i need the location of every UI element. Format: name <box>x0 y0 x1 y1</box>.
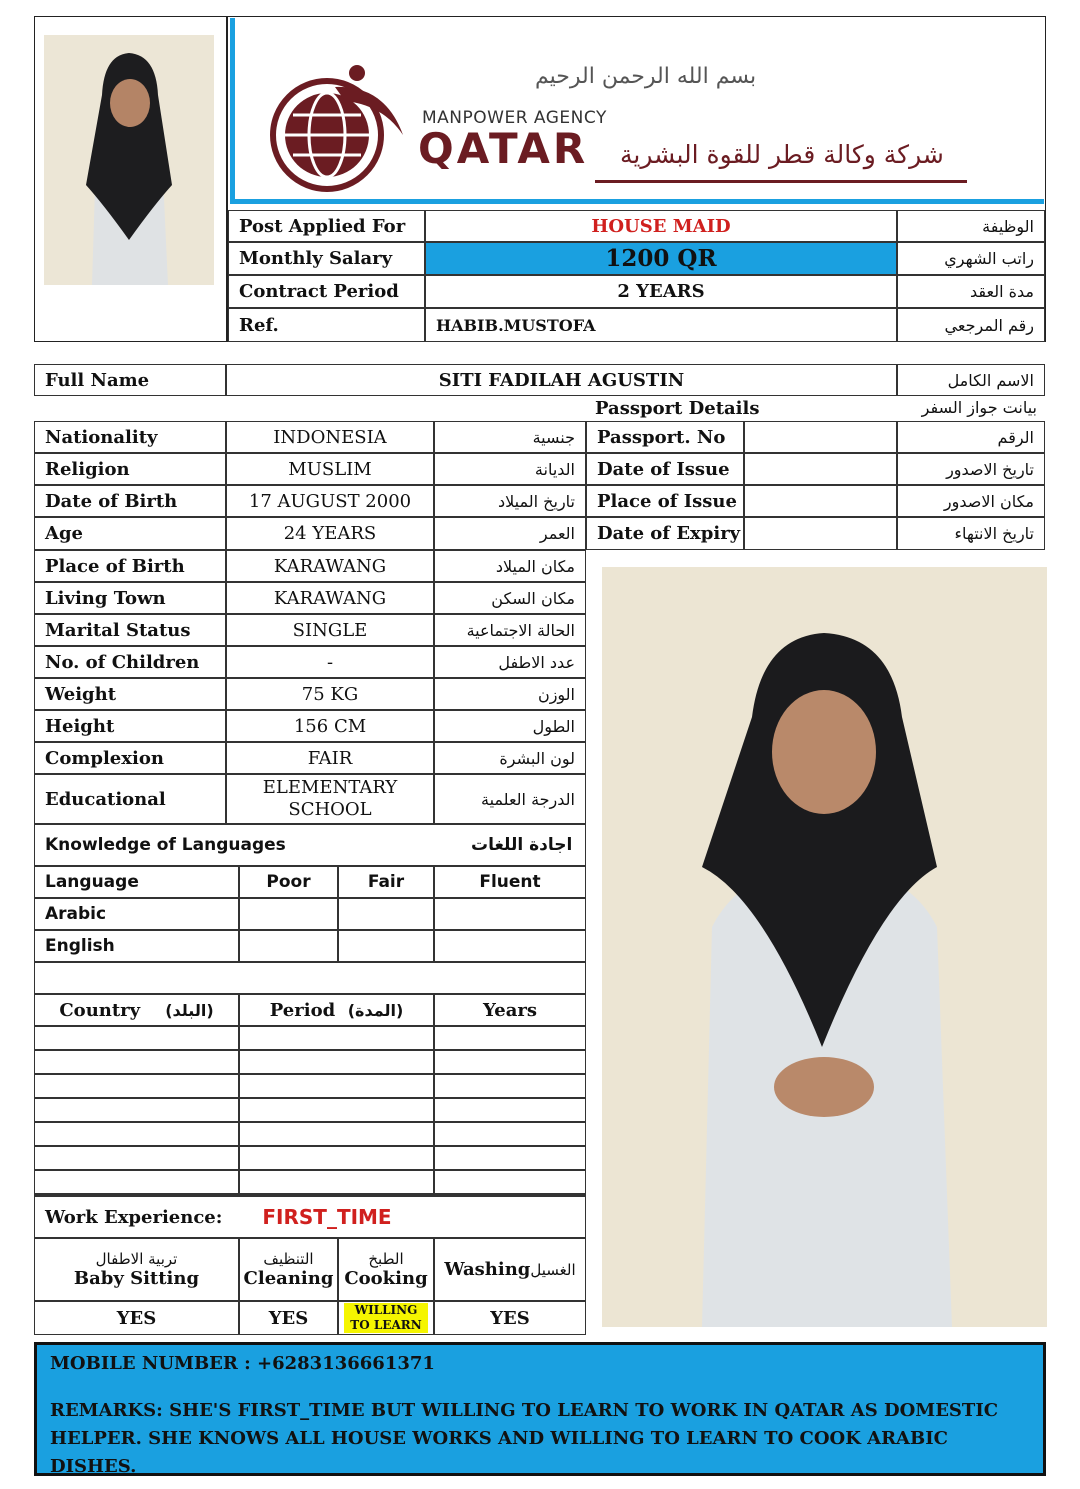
basmala: بسم الله الرحمن الرحيم <box>535 64 757 89</box>
salary-label: Monthly Salary <box>228 242 425 275</box>
passport-label: Date of Issue <box>586 453 744 485</box>
header-underline <box>595 180 967 183</box>
work-experience-value: FIRST_TIME <box>262 1205 392 1229</box>
exp-header-country <box>34 994 239 1026</box>
post-label: Post Applied For <box>228 210 425 242</box>
fullname-ar: الاسم الكامل <box>897 364 1045 396</box>
agency-small: MANPOWER AGENCY <box>422 108 607 128</box>
skill-baby-sitting-en: Baby Sitting <box>73 1268 200 1289</box>
passport-ar: تاريخ الاصدور <box>897 453 1045 485</box>
lang-english-poor <box>239 930 338 962</box>
skill-baby-sitting-ar: تربية الاطفال <box>95 1250 178 1268</box>
education-line1: ELEMENTARY <box>262 777 398 798</box>
passport-title-ar: بيانت جواز السفر <box>921 398 1037 417</box>
agency-arabic: شركة وكالة قطر للقوة البشرية <box>620 140 944 169</box>
personal-label: Living Town <box>34 582 226 614</box>
exp-period-cell <box>239 1050 434 1074</box>
personal-value: KARAWANG <box>226 582 434 614</box>
fullname-value: SITI FADILAH AGUSTIN <box>226 364 897 396</box>
personal-ar: الوزن <box>434 678 586 710</box>
languages-title-row <box>34 824 586 866</box>
post-value: HOUSE MAID <box>425 210 897 242</box>
skill-cooking-value <box>338 1301 434 1335</box>
lang-english-fluent <box>434 930 586 962</box>
personal-ar: مكان الميلاد <box>434 550 586 582</box>
skill-washing-ar: الغسيل <box>530 1260 576 1279</box>
passport-value <box>744 421 897 453</box>
small-photo-figure <box>44 35 214 285</box>
passport-label: Place of Issue <box>586 485 744 517</box>
exp-years-cell <box>434 1050 586 1074</box>
exp-header-years: Years <box>434 994 586 1026</box>
exp-period-cell <box>239 1098 434 1122</box>
personal-value: INDONESIA <box>226 421 434 453</box>
lang-arabic-fluent <box>434 898 586 930</box>
personal-label: Height <box>34 710 226 742</box>
lang-arabic-fair <box>338 898 434 930</box>
work-experience-row <box>34 1196 586 1238</box>
exp-country-cell <box>34 1146 239 1170</box>
exp-country-cell <box>34 1098 239 1122</box>
personal-label: Place of Birth <box>34 550 226 582</box>
passport-title: Passport Details <box>595 398 760 419</box>
personal-label: Age <box>34 517 226 550</box>
personal-value: 24 YEARS <box>226 517 434 550</box>
personal-ar: جنسية <box>434 421 586 453</box>
work-experience-label: Work Experience: <box>45 1206 223 1228</box>
contract-ar: مدة العقد <box>897 275 1045 308</box>
lang-row-english: English <box>34 930 239 962</box>
personal-value: MUSLIM <box>226 453 434 485</box>
skill-cleaning-ar: التنظيف <box>263 1250 314 1268</box>
personal-ar: تاريخ الميلاد <box>434 485 586 517</box>
cooking-value-badge: WILLING TO LEARN <box>344 1303 428 1333</box>
skill-cleaning <box>239 1238 338 1301</box>
skill-washing-en: Washing <box>444 1259 531 1280</box>
exp-header-period <box>239 994 434 1026</box>
lang-english-fair <box>338 930 434 962</box>
personal-label: Date of Birth <box>34 485 226 517</box>
passport-value <box>744 517 897 550</box>
post-ar: الوظيفة <box>897 210 1045 242</box>
contract-label: Contract Period <box>228 275 425 308</box>
exp-years-cell <box>434 1122 586 1146</box>
spacer-row <box>34 962 586 994</box>
exp-country-cell <box>34 1170 239 1194</box>
personal-ar: الديانة <box>434 453 586 485</box>
personal-label: Weight <box>34 678 226 710</box>
logo-globe <box>265 65 405 195</box>
passport-ar: تاريخ الانتهاء <box>897 517 1045 550</box>
passport-value <box>744 485 897 517</box>
personal-value: 75 KG <box>226 678 434 710</box>
personal-ar: الحالة الاجتماعية <box>434 614 586 646</box>
large-photo-figure <box>602 567 1047 1327</box>
personal-value: 17 AUGUST 2000 <box>226 485 434 517</box>
passport-label: Passport. No <box>586 421 744 453</box>
skill-washing <box>434 1238 586 1301</box>
personal-ar: عدد الاطفل <box>434 646 586 678</box>
small-photo <box>44 35 214 285</box>
exp-country-ar: (البلد) <box>165 1000 214 1020</box>
lang-header-language: Language <box>34 866 239 898</box>
lang-header-fluent: Fluent <box>434 866 586 898</box>
education-line2: SCHOOL <box>288 799 372 820</box>
remarks: REMARKS: SHE'S FIRST_TIME BUT WILLING TO LEARN TO WORK IN QATAR AS DOMESTIC HELPER. SHE KNOWS ALL HOUSE WORKS AND WILLING TO LEARN TO COOK ARABIC DISHES. <box>50 1400 999 1477</box>
personal-ar: الطول <box>434 710 586 742</box>
skill-baby-sitting <box>34 1238 239 1301</box>
ref-label: Ref. <box>228 308 425 342</box>
lang-arabic-poor <box>239 898 338 930</box>
skill-cleaning-en: Cleaning <box>243 1268 334 1289</box>
exp-years-cell <box>434 1098 586 1122</box>
personal-value: FAIR <box>226 742 434 774</box>
exp-country-cell <box>34 1050 239 1074</box>
skill-cooking <box>338 1238 434 1301</box>
education-value <box>226 774 434 824</box>
exp-country-cell <box>34 1026 239 1050</box>
personal-value: SINGLE <box>226 614 434 646</box>
exp-period-cell <box>239 1146 434 1170</box>
skill-washing-value: YES <box>434 1301 586 1335</box>
education-label: Educational <box>34 774 226 824</box>
ref-ar: رقم المرجعي <box>897 308 1045 342</box>
personal-ar: لون البشرة <box>434 742 586 774</box>
personal-ar: العمر <box>434 517 586 550</box>
agency-big: QATAR <box>418 124 589 173</box>
exp-period-cell <box>239 1074 434 1098</box>
exp-country-cell <box>34 1122 239 1146</box>
exp-country-cell <box>34 1074 239 1098</box>
passport-ar: مكان الاصدور <box>897 485 1045 517</box>
lang-row-arabic: Arabic <box>34 898 239 930</box>
personal-label: Marital Status <box>34 614 226 646</box>
ref-value: HABIB.MUSTOFA <box>425 308 897 342</box>
personal-label: Complexion <box>34 742 226 774</box>
passport-ar: الرقم <box>897 421 1045 453</box>
salary-ar: راتب الشهري <box>897 242 1045 275</box>
personal-value: - <box>226 646 434 678</box>
skill-cooking-ar: الطبخ <box>368 1250 404 1268</box>
lang-header-poor: Poor <box>239 866 338 898</box>
personal-label: Religion <box>34 453 226 485</box>
contract-value: 2 YEARS <box>425 275 897 308</box>
lang-header-fair: Fair <box>338 866 434 898</box>
passport-label: Date of Expiry <box>586 517 744 550</box>
fullname-label: Full Name <box>34 364 226 396</box>
large-photo <box>602 567 1047 1327</box>
exp-years-cell <box>434 1026 586 1050</box>
exp-country: Country <box>59 999 141 1021</box>
personal-label: No. of Children <box>34 646 226 678</box>
personal-value: 156 CM <box>226 710 434 742</box>
skill-baby-sitting-value: YES <box>34 1301 239 1335</box>
exp-years-cell <box>434 1074 586 1098</box>
salary-value: 1200 QR <box>425 242 897 275</box>
exp-period: Period <box>269 999 336 1021</box>
exp-years-cell <box>434 1170 586 1194</box>
exp-period-ar: (المدة) <box>347 1000 404 1020</box>
languages-title-ar: اجادة اللغات <box>471 835 573 855</box>
skill-cooking-en: Cooking <box>344 1268 428 1289</box>
education-ar: الدرجة العلمية <box>434 774 586 824</box>
personal-value: KARAWANG <box>226 550 434 582</box>
personal-ar: مكان السكن <box>434 582 586 614</box>
exp-period-cell <box>239 1122 434 1146</box>
exp-period-cell <box>239 1026 434 1050</box>
languages-title: Knowledge of Languages <box>45 835 286 855</box>
personal-label: Nationality <box>34 421 226 453</box>
passport-value <box>744 453 897 485</box>
mobile-number: MOBILE NUMBER : +6283136661371 <box>50 1353 435 1374</box>
exp-years-cell <box>434 1146 586 1170</box>
exp-period-cell <box>239 1170 434 1194</box>
skill-cleaning-value: YES <box>239 1301 338 1335</box>
